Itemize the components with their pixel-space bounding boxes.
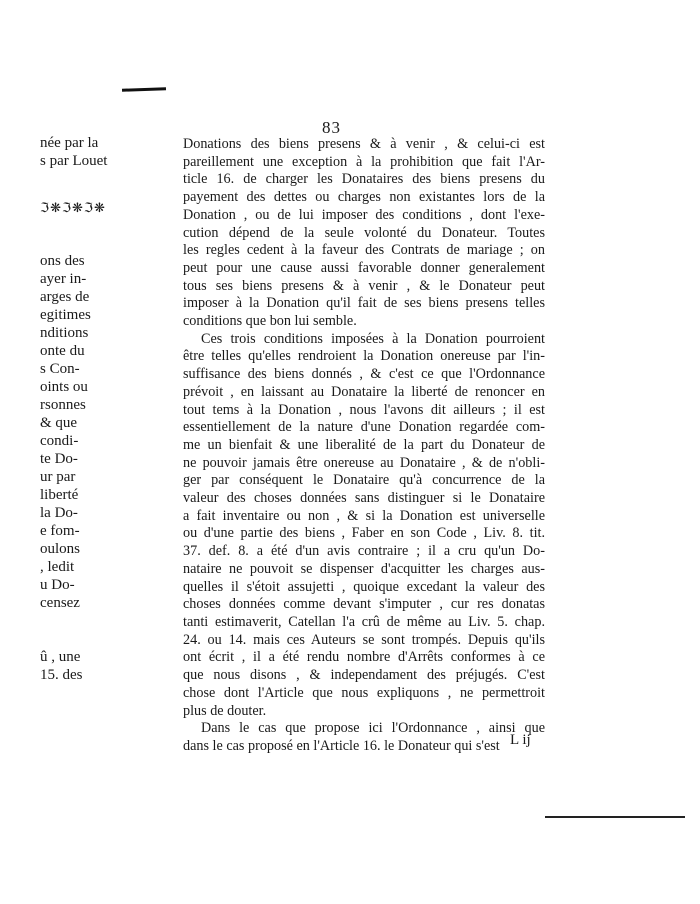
paragraph [183, 136, 545, 331]
bleed-line: la Do- [40, 505, 78, 521]
bleed-line: onte du [40, 343, 85, 359]
bleed-ornament: ℑ❋ℑ❋ℑ❋ [40, 200, 106, 215]
text-line: payement des dettes ou charges non existantes lors de la [183, 189, 545, 206]
text-line: Donation , ou de lui imposer des conditions , dont l'exe- [183, 206, 545, 223]
text-line: essentiellement de la nature d'une Donation regardée com- [183, 419, 545, 436]
text-line: Donations des biens presens & à venir , & celui-ci est [183, 136, 545, 152]
previous-page-bleed [0, 0, 120, 760]
text-line: ne pouvoir jamais être onereuse au Donataire , & de n'obli- [183, 454, 545, 471]
text-line: pareillement une exception à la prohibition que fait l'Ar- [183, 153, 545, 170]
bleed-line: s par Louet [40, 153, 108, 169]
bleed-line: s Con- [40, 361, 80, 377]
text-line: Dans le cas que propose ici l'Ordonnance , ainsi que [201, 720, 545, 737]
bleed-line: oulons [40, 541, 81, 557]
bleed-line: rsonnes [40, 397, 86, 413]
bleed-line: û , une [40, 649, 81, 665]
bleed-line: te Do- [40, 451, 78, 467]
bleed-line: & que [40, 415, 78, 431]
text-line: choses données comme devant s'imputer , cur res donatas [183, 596, 545, 613]
text-line: tous ses biens presens & à venir , & le Donateur peut [183, 277, 545, 294]
text-line: cution dépend de la seule volonté du Donateur. Toutes [183, 224, 545, 241]
bleed-line: liberté [40, 487, 79, 503]
bleed-line: condi- [40, 433, 79, 449]
bleed-line: ons des [40, 253, 85, 269]
bottom-rule [545, 816, 685, 818]
text-line: chose dont l'Article que nous expliquons , ne permettroit [183, 684, 545, 701]
text-line: les regles cedent à la faveur des Contrats de mariage ; on [183, 242, 545, 259]
text-line: valeur des choses données sans distinguer si le Donataire [183, 490, 545, 507]
text-line: suffisance des biens donnés , & c'est ce que l'Ordonnance [183, 366, 545, 383]
paragraph [183, 720, 545, 755]
page-body [183, 136, 545, 756]
bleed-line: nditions [40, 325, 89, 341]
text-line: que nous disons , & independament des préjugés. C'est [183, 667, 545, 684]
text-line: imposer à la Donation qu'il fait de ses biens presens telles [183, 295, 545, 312]
bleed-line: egitimes [40, 307, 91, 323]
text-line: ou d'une partie des biens , Faber en son Code , Liv. 8. tit. [183, 525, 545, 542]
text-line: ticle 16. de charger les Donataires des biens presens du [183, 171, 545, 188]
bleed-line: u Do- [40, 577, 75, 593]
text-line: me un bienfait & une liberalité de la part du Donateur de [183, 436, 545, 453]
text-line: Ces trois conditions imposées à la Donation pourroient [201, 330, 545, 347]
text-line: tanti estimaverit, Catellan l'a crû de même au Liv. 5. chap. [183, 613, 545, 630]
text-line: 37. def. 8. a été d'un avis contraire ; il a cru qu'un Do- [183, 543, 545, 560]
text-line: nataire ne pouvoit se dispenser d'acquitter les charges aus- [183, 560, 545, 577]
text-line: plus de douter. [183, 702, 267, 719]
bleed-line: censez [40, 595, 80, 611]
text-line: 24. ou 14. mais ces Auteurs se sont trompés. Depuis qu'ils [183, 631, 545, 648]
bleed-line: e fom- [40, 523, 80, 539]
bleed-line: née par la [40, 135, 99, 151]
signature-mark: L ij [510, 732, 531, 748]
bleed-line: ayer in- [40, 271, 87, 287]
top-rule [122, 87, 166, 92]
bleed-line: arges de [40, 289, 90, 305]
page-number: 83 [322, 118, 341, 137]
text-line: dans le cas proposé en l'Article 16. le Donateur qui s'est [183, 737, 500, 754]
bleed-line: oints ou [40, 379, 88, 395]
text-line: conditions que bon lui semble. [183, 313, 357, 330]
text-line: a fait inventaire ou non , & si la Donation est universelle [183, 507, 545, 524]
bleed-line: 15. des [40, 667, 83, 683]
paragraph [183, 331, 545, 720]
text-line: ont écrit , il a été rendu nombre d'Arrêts conformes à ce [183, 649, 545, 666]
text-line: prévoit , en laissant au Donataire la liberté de renoncer en [183, 383, 545, 400]
text-line: peut pour une cause aussi favorable donner generalement [183, 259, 545, 276]
bleed-line: ur par [40, 469, 76, 485]
text-line: être telles qu'elles rendroient la Donation onereuse par l'in- [183, 348, 545, 365]
text-line: ger par conséquent le Donataire qu'à concurrence de la [183, 472, 545, 489]
text-line: quelles il s'étoit assujetti , quoique excedant la valeur des [183, 578, 545, 595]
text-line: tout tems à la Donation , nous l'avons dit ailleurs ; il est [183, 401, 545, 418]
bleed-line: , ledit [40, 559, 75, 575]
